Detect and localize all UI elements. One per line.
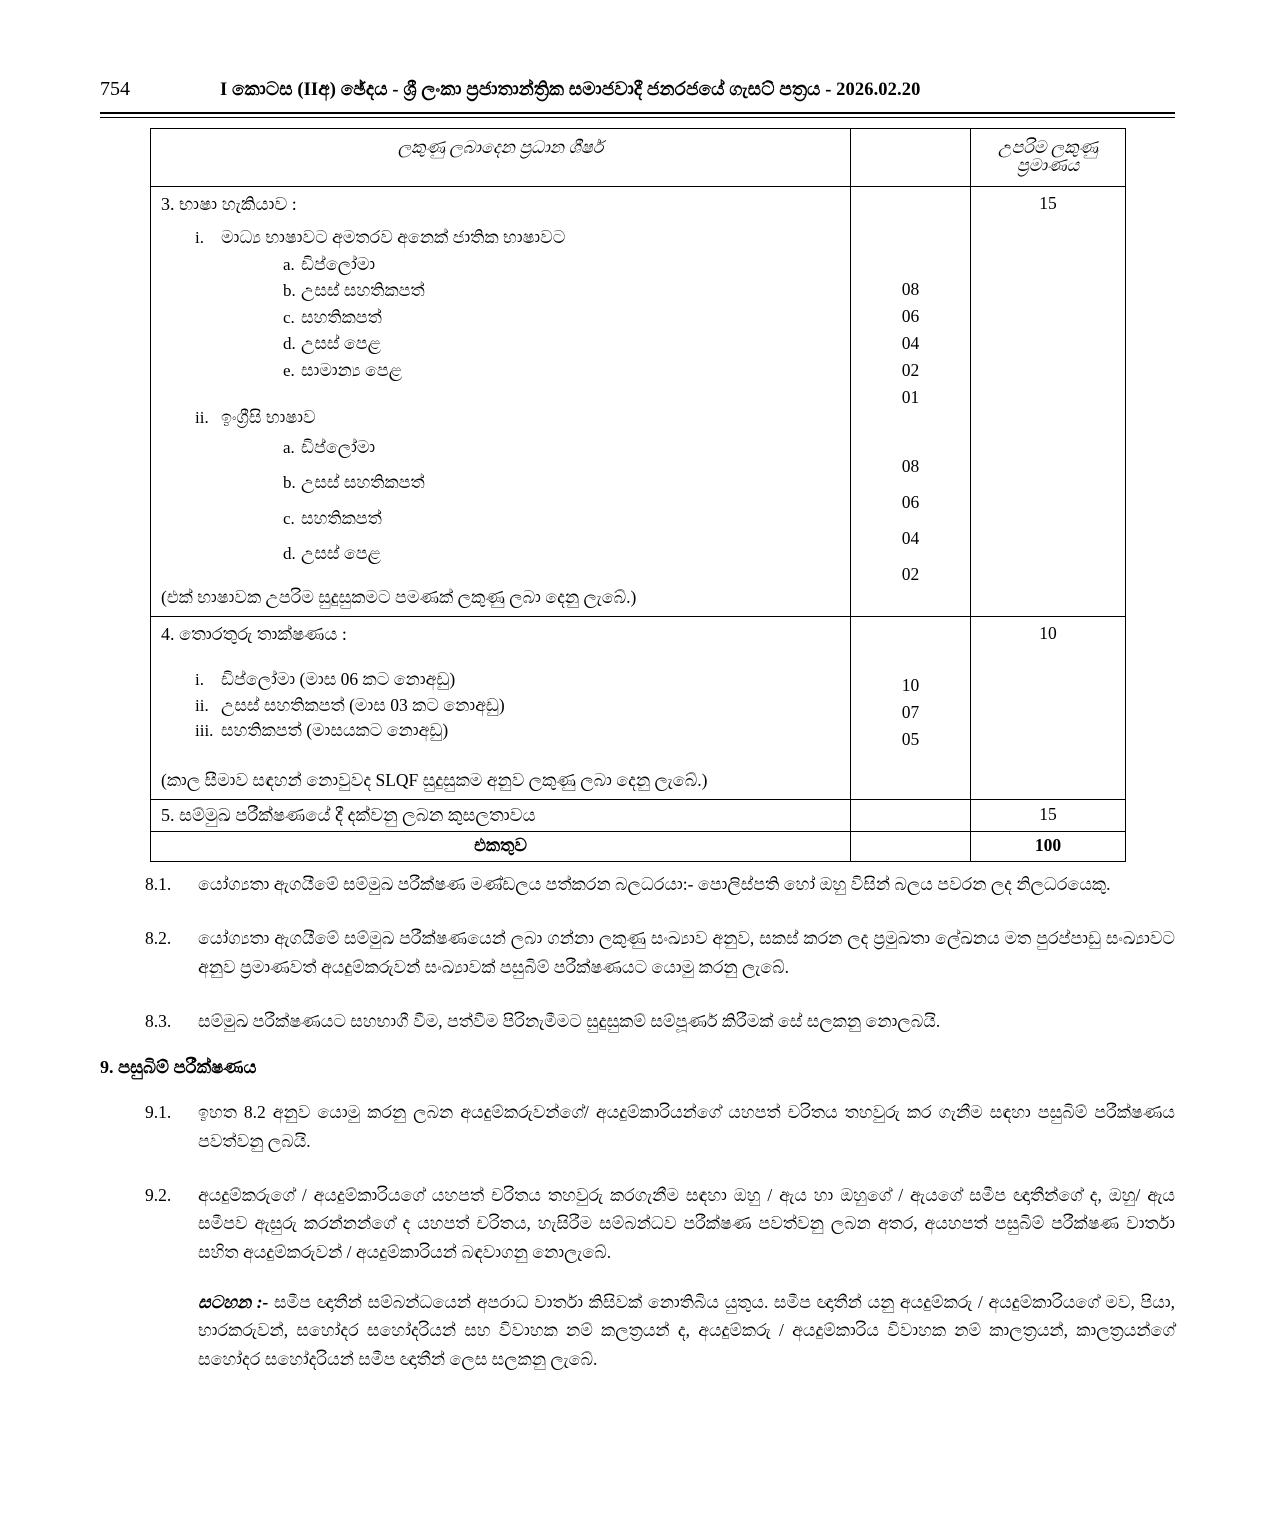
- mark-ii-d: 02: [901, 564, 920, 584]
- item-e-label: සාමාන්‍ය පෙළ: [301, 359, 403, 380]
- section-3-heading-text: භාෂා හැකියාව :: [179, 194, 297, 214]
- item-b-marker: b.: [283, 281, 296, 300]
- note-text: සමීප ඥාතීන් සම්බන්ධයෙන් අපරාධ වාර්තා කිසිවක් නොතිබිය යුතුය. සමීප ඥාතීන් යනු අයදුම්කරු / අයදුම්කාරියගේ මව, පියා, භාරකරුවන්, සහෝදර සහෝදරියන් සහ විවාහක නම් කලත්‍රයන් ද, අයදුම්කරු / අයදුම්කාරිය විවාහක නම් කාලත්‍රයන්, කාලත්‍රයන්ගේ සහෝදර සහෝදරියන් සමීප ඥාතීන් ලෙස සලකනු ලැබේ.: [198, 1292, 1175, 1369]
- section-5-submarks: [851, 800, 971, 832]
- total-label: එකතුව: [151, 832, 851, 862]
- s4-item-ii-roman: ii.: [195, 695, 209, 715]
- item-e-marker: e.: [283, 360, 295, 380]
- column-header-maxmarks: උපරිම ලකුණු ප්‍රමාණය: [971, 129, 1126, 187]
- column-header-description: ලකුණු ලබාදෙන ප්‍රධාන ශීර්ෂ: [151, 129, 851, 187]
- note-label: සටහන :-: [198, 1292, 269, 1313]
- paragraph-9-2-text: අයදුම්කරුගේ / අයදුම්කාරියගේ යහපත් චරිතය තහවුරු කරගැනීම සඳහා ඔහු / ඇය හා ඔහුගේ / ඇයගේ සමීප ඥාතීන්ගේ ද, ඔහු/ ඇය සමීපව ඇසුරු කරන්නන්ගේ ද යහපත් චරිතය, හැසිරීම සම්බන්ධව පරීක්ෂණ පවත්වනු ලබන අතර, අයහපත් පසුබිම් පරීක්ෂණ වාර්තා සහිත අයදුම්කරුවන් / අයදුම්කාරියන් බඳවාගනු නොලැබේ.: [198, 1185, 1175, 1262]
- section-4-item-iii: [161, 722, 840, 740]
- group-ii-label: ඉංග්‍රීසි භාෂාව: [221, 407, 316, 427]
- group-ii-item-c: [161, 507, 840, 528]
- paragraph-9-2: [100, 1181, 1175, 1266]
- mark-i-b: 06: [901, 306, 920, 326]
- section-3-submarks: [851, 187, 971, 617]
- paragraph-8-3: [100, 1007, 1175, 1035]
- total-submarks-empty: [851, 832, 971, 862]
- item-d2-label: උසස් පෙළ: [301, 543, 382, 563]
- section-4-number: 4.: [161, 624, 175, 644]
- table-row-section-5: [151, 800, 1126, 832]
- section-4-title: [161, 625, 840, 643]
- column-header-submarks: [851, 129, 971, 187]
- total-value: 100: [971, 832, 1126, 862]
- section-4-heading-text: තොරතුරු තාක්ෂණය :: [179, 624, 347, 644]
- gazette-title: I කොටස (IIඅ) ඡේදය - ශ්‍රී ලංකා ප්‍රජාතාන්ත්‍රික සමාජවාදී ජනරජයේ ගැසට් පත්‍රය - 2026.02.20: [220, 80, 921, 100]
- section-3-title: [161, 195, 840, 213]
- mark-4-ii: 07: [901, 702, 920, 722]
- section-3-maxmarks: 15: [971, 187, 1126, 617]
- section-3-group-i: [161, 229, 840, 247]
- group-i-item-c: [161, 306, 840, 327]
- item-a2-marker: a.: [283, 437, 295, 457]
- section-9-note: [198, 1288, 1175, 1373]
- paragraph-8-1: [100, 870, 1175, 898]
- paragraph-8-2-number: 8.2.: [145, 928, 172, 949]
- section-3-description: [151, 187, 851, 617]
- item-c-marker: c.: [283, 307, 295, 327]
- s4-item-iii-label: සහතිකපත් (මාසයකට නොඅඩු): [221, 720, 449, 740]
- group-ii-item-d: [161, 545, 840, 563]
- section-4-description: [151, 617, 851, 800]
- group-i-roman: i.: [195, 228, 204, 247]
- item-b-label: උසස් සහතිකපත්: [301, 280, 425, 300]
- group-i-item-a: [161, 253, 840, 274]
- group-ii-roman: ii.: [195, 408, 209, 427]
- paragraph-9-2-number: 9.2.: [145, 1185, 172, 1206]
- section-5-description: [151, 800, 851, 832]
- table-row-total: [151, 832, 1126, 862]
- table-row-section-4: [151, 617, 1126, 800]
- section-5-maxmarks: 15: [971, 800, 1126, 832]
- mark-ii-b: 06: [901, 492, 920, 512]
- page-number: 754: [100, 78, 130, 100]
- section-4-item-i: [161, 671, 840, 689]
- header-rule: [100, 112, 1175, 118]
- item-b2-label: උසස් සහතිකපත්: [301, 472, 425, 492]
- s4-item-iii-roman: iii.: [195, 721, 214, 740]
- mark-4-i: 10: [901, 675, 920, 695]
- item-c2-marker: c.: [283, 508, 295, 528]
- mark-ii-a: 08: [901, 456, 920, 476]
- paragraph-8-1-number: 8.1.: [145, 874, 172, 894]
- paragraph-8-1-text: යෝග්‍යතා ඇගයීමේ සම්මුඛ පරීක්ෂණ මණ්ඩලය පත්කරන බලධරයා:- පොලිස්පති හෝ ඔහු විසින් බලය පවරන ලද නිලධරයෙකු.: [198, 874, 1111, 894]
- section-5-number: 5.: [161, 805, 175, 825]
- mark-i-d: 02: [901, 360, 920, 380]
- item-c-label: සහතිකපත්: [301, 306, 382, 327]
- marks-allocation-table: [150, 128, 1126, 862]
- item-d-marker: d.: [283, 334, 296, 353]
- running-head: [100, 78, 1175, 108]
- paragraph-8-3-text: සම්මුඛ පරීක්ෂණයට සහභාගී වීම, පත්වීම පිරිනැමීමට සුදුසුකම් සම්පූර්ණ කිරීමක් සේ සලකනු නොලබයි.: [198, 1011, 941, 1032]
- section-3-number: 3.: [161, 194, 175, 214]
- section-4-item-ii: [161, 694, 840, 715]
- group-i-item-b: [161, 282, 840, 300]
- paragraph-9-1-text: ඉහත 8.2 අනුව යොමු කරනු ලබන අයදුම්කරුවන්ගේ/ අයදුම්කාරියන්ගේ යහපත් චරිතය තහවුරු කර ගැනීම සඳහා පසුබිම් පරීක්ෂණය පවත්වනු ලබයි.: [198, 1102, 1175, 1151]
- mark-i-c: 04: [901, 333, 920, 353]
- paragraph-8-2: [100, 924, 1175, 981]
- section-4-footnote: (කාල සීමාව සඳහන් නොවුවද SLQF සුදුසුකම අනුව ලකුණු ලබා දෙනු ලැබේ.): [161, 769, 708, 790]
- body-content: [100, 870, 1175, 1373]
- s4-item-i-label: ඩිප්ලෝමා (මාස 06 කට නොඅඩු): [221, 669, 456, 689]
- paragraph-8-3-number: 8.3.: [145, 1011, 172, 1032]
- table-header-row: [151, 129, 1126, 187]
- section-5-title: [161, 806, 840, 824]
- item-a-label: ඩිප්ලෝමා: [301, 253, 376, 274]
- group-i-item-e: [161, 359, 840, 380]
- mark-i-a: 08: [901, 279, 920, 299]
- group-ii-item-a: [161, 436, 840, 457]
- paragraph-9-1: [100, 1098, 1175, 1155]
- s4-item-ii-label: උසස් සහතිකපත් (මාස 03 කට නොඅඩු): [221, 694, 505, 715]
- mark-4-iii: 05: [901, 729, 920, 749]
- mark-ii-c: 04: [901, 528, 920, 548]
- section-5-heading-text: සම්මුඛ පරීක්ෂණයේ දී දක්වනු ලබන කුසලතාවය: [179, 805, 536, 825]
- paragraph-8-2-text: යෝග්‍යතා ඇගයීමේ සම්මුඛ පරීක්ෂණයෙන් ලබා ගන්නා ලකුණු සංඛ්‍යාව අනුව, සකස් කරන ලද ප්‍රමුඛතා ලේඛනය මත පුරප්පාඩු සංඛ්‍යාවට අනුව ප්‍රමාණවත් අයදුම්කරුවන් සංඛ්‍යාවක් පසුබිම් පරීක්ෂණයට යොමු කරනු ලැබේ.: [198, 928, 1175, 977]
- section-4-submarks: [851, 617, 971, 800]
- item-d2-marker: d.: [283, 544, 296, 563]
- table-row-section-3: [151, 187, 1126, 617]
- group-i-item-d: [161, 335, 840, 353]
- item-d-label: උසස් පෙළ: [301, 333, 382, 353]
- group-ii-item-b: [161, 474, 840, 492]
- section-3-group-ii: [161, 409, 840, 427]
- paragraph-9-1-number: 9.1.: [145, 1102, 172, 1123]
- item-b2-marker: b.: [283, 473, 296, 492]
- section-9-heading: 9. පසුබිම් පරීක්ෂණය: [100, 1057, 257, 1078]
- section-4-maxmarks: 10: [971, 617, 1126, 800]
- s4-item-i-roman: i.: [195, 670, 204, 689]
- item-a2-label: ඩිප්ලෝමා: [301, 436, 376, 457]
- group-i-label: මාධ්‍ය භාෂාවට අමතරව අනෙක් ජාතික භාෂාවට: [221, 227, 566, 247]
- section-3-footnote: (එක් භාෂාවක උපරිම සුදුසුකමට පමණක් ලකුණු ලබා දෙනු ලැබේ.): [161, 586, 637, 607]
- item-c2-label: සහතිකපත්: [301, 507, 382, 528]
- item-a-marker: a.: [283, 254, 295, 274]
- mark-i-e: 01: [901, 387, 920, 407]
